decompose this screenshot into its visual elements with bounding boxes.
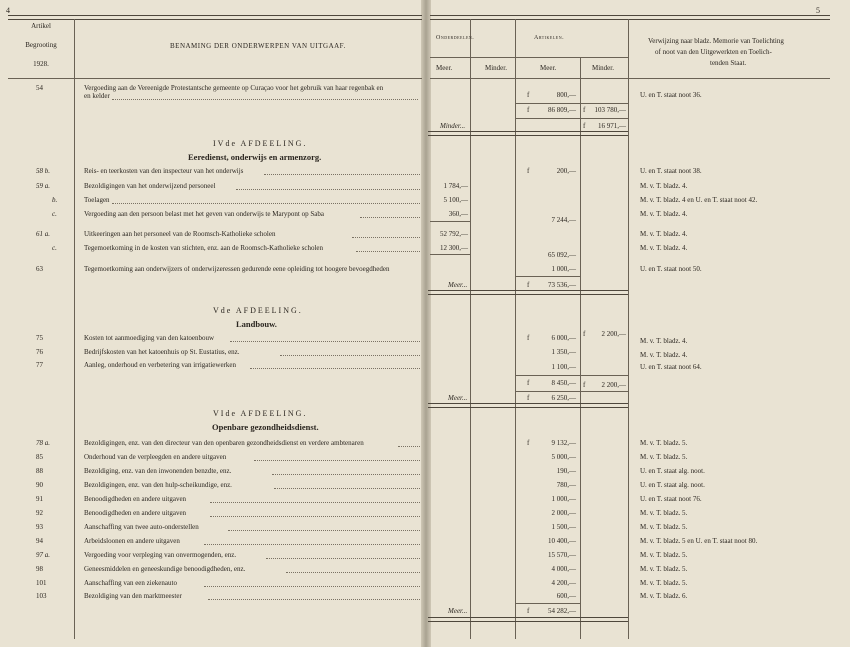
row-54-desc2: en kelder — [84, 92, 110, 100]
row-93-nr: 93 — [36, 523, 43, 531]
header-ond-meer: Meer. — [436, 64, 453, 72]
row-59a-desc: Bezoldigingen van het onderwijzend personeel — [84, 182, 216, 190]
row-59a-nr: 59 a. — [36, 182, 50, 190]
total-rule-s5 — [428, 403, 628, 408]
row-85-desc: Onderhoud van de verpleegden en andere uitgaven — [84, 453, 227, 461]
row-88-nr: 88 — [36, 467, 43, 475]
leader-88 — [272, 474, 420, 475]
row-76-nr: 76 — [36, 348, 43, 356]
header-benaming: BENAMING DER ONDERWERPEN VAN UITGAAF. — [170, 42, 346, 50]
row-85-nr: 85 — [36, 453, 43, 461]
row-77-ref: U. en T. staat noot 64. — [640, 363, 702, 371]
row-59b-ref: M. v. T. bladz. 4 en U. en T. staat noot 42. — [640, 196, 758, 204]
row-78a-art-meer: 9 132,— — [551, 439, 576, 447]
leader-75 — [230, 341, 420, 342]
col-line-ond — [470, 19, 471, 639]
row-59c-ref: M. v. T. bladz. 4. — [640, 210, 688, 218]
row-75-desc: Kosten tot aanmoediging van den katoenbouw — [84, 334, 215, 342]
row-59a-ond-meer: 1 784,— — [443, 182, 468, 190]
row-78a-ref: M. v. T. bladz. 5. — [640, 439, 688, 447]
row-93-ref: M. v. T. bladz. 5. — [640, 523, 688, 531]
section4-meer-currency: f — [527, 281, 530, 289]
row-76-ref: M. v. T. bladz. 4. — [640, 351, 688, 359]
section6-meer-label: Meer... — [448, 607, 468, 615]
row-97a-ref: M. v. T. bladz. 5. — [640, 551, 688, 559]
row-103-ref: M. v. T. bladz. 6. — [640, 592, 688, 600]
row-98-ref: M. v. T. bladz. 5. — [640, 565, 688, 573]
row-54-desc: Vergoeding aan de Vereenigde Protestantsche gemeente op Curaçao voor het gebruik van haar regenbak en — [84, 85, 384, 92]
row-54sum-art-minder: 103 780,— — [594, 106, 626, 114]
row-59b-nr: b. — [52, 196, 58, 204]
row-75-ref: M. v. T. bladz. 4. — [640, 337, 688, 345]
header-begrooting: Begrooting — [25, 41, 57, 49]
leader-59c — [360, 217, 420, 218]
row-61a-ref: M. v. T. bladz. 4. — [640, 230, 688, 238]
row-59b-desc: Toelagen — [84, 196, 110, 204]
header-top-rule-right — [430, 15, 830, 20]
row-75-currency: f — [527, 334, 530, 342]
row-61c-nr: c. — [52, 244, 57, 252]
sum-rule-s4 — [516, 276, 580, 277]
col-line-art — [580, 57, 581, 639]
header-year: 1928. — [33, 60, 49, 68]
row-98-art-meer: 4 000,— — [551, 565, 576, 573]
row-61c-ond-meer: 12 300,— — [440, 244, 468, 252]
row-101-nr: 101 — [36, 579, 47, 587]
row-75-art-minder: 2 200,— — [601, 330, 626, 338]
leader-59a — [236, 189, 420, 190]
section6-title: VIde AFDEELING. — [213, 409, 308, 418]
section5-subtitle: Landbouw. — [236, 319, 277, 329]
leader-91 — [210, 502, 420, 503]
sum-rule-59 — [430, 221, 470, 222]
row-78a-currency: f — [527, 439, 530, 447]
row-75-art-meer: 6 000,— — [551, 334, 576, 342]
row-97a-art-meer: 15 570,— — [548, 551, 576, 559]
row-90-desc: Bezoldigingen, enz. van den hulp-scheikundige, enz. — [84, 481, 232, 489]
row-58-art-meer: 200,— — [556, 167, 576, 175]
row-91-desc: Benoodigdheden en andere uitgaven — [84, 495, 187, 503]
row-97a-nr: 97 a. — [36, 551, 50, 559]
header-artikel: Artikel — [31, 22, 51, 30]
section5-title: Vde AFDEELING. — [213, 306, 303, 315]
section5-sum-art-meer: 8 450,— — [551, 379, 576, 387]
row-54minder-art-minder: 16 971,— — [598, 122, 626, 130]
row-58-nr: 58 b. — [36, 167, 50, 175]
row-54sum-currency2: f — [583, 106, 586, 114]
row-54sum-currency: f — [527, 106, 530, 114]
row-54-art-meer: 800,— — [556, 91, 576, 99]
row-93-desc: Aanschaffing van twee auto-onderstellen — [84, 523, 199, 531]
row-58-currency: f — [527, 167, 530, 175]
row-101-art-meer: 4 200,— — [551, 579, 576, 587]
total-rule-54 — [428, 131, 628, 136]
leader-61a — [352, 237, 420, 238]
page-number-left: 4 — [6, 6, 10, 15]
row-85-art-meer: 5 000,— — [551, 453, 576, 461]
header-artikelen: Artikelen. — [534, 35, 565, 41]
row-61a-nr: 61 a. — [36, 230, 50, 238]
leader-97a — [266, 558, 420, 559]
row-92-nr: 92 — [36, 509, 43, 517]
leader-77 — [250, 368, 420, 369]
leader-78a — [398, 446, 420, 447]
header-ond-minder: Minder. — [485, 64, 507, 72]
row-54minder-currency: f — [583, 122, 586, 130]
row-58-ref: U. en T. staat noot 38. — [640, 167, 702, 175]
leader-103 — [208, 599, 420, 600]
row-61c-desc: Tegemoetkoming in de kosten van stichten, enz. aan de Roomsch-Katholieke scholen — [84, 244, 323, 252]
row-92-desc: Benoodigdheden en andere uitgaven — [84, 509, 187, 517]
row-54sum-art-meer: 86 809,— — [548, 106, 576, 114]
row-76-desc: Bedrijfskosten van het katoenhuis op St. Eustatius, enz. — [84, 348, 240, 356]
section6-meer-art-meer: 54 282,— — [548, 607, 576, 615]
row-101-ref: M. v. T. bladz. 5. — [640, 579, 688, 587]
row-76-art-meer: 1 350,— — [551, 348, 576, 356]
row-78a-nr: 78 a. — [36, 439, 50, 447]
leader-59b — [112, 203, 420, 204]
section4-title: IVde AFDEELING. — [213, 139, 308, 148]
leader-85 — [254, 460, 420, 461]
sum-rule-s5 — [516, 375, 628, 376]
leader-101 — [204, 586, 420, 587]
row-77-nr: 77 — [36, 361, 43, 369]
row-94-art-meer: 10 400,— — [548, 537, 576, 545]
header-verwijzing-2: of noot van den Uitgewerkten en Toelich- — [655, 48, 772, 56]
col-line-nr — [74, 19, 75, 639]
header-bottom-rule-left — [8, 78, 422, 79]
row-88-desc: Bezoldiging, enz. van den inwonenden benzdte, enz. — [84, 467, 232, 475]
sum-rule-s6 — [516, 603, 580, 604]
row-78a-desc: Bezoldigingen, enz. van den directeur van den openbaren gezondheidsdienst en verdere ambtenaren — [84, 439, 364, 447]
section4-subtitle: Eeredienst, onderwijs en armenzorg. — [188, 152, 322, 162]
row-91-nr: 91 — [36, 495, 43, 503]
row-103-desc: Bezoldiging van den marktmeester — [84, 592, 182, 600]
section5-meer-label: Meer... — [448, 394, 468, 402]
row-77-desc: Aanleg, onderhoud en verbetering van irrigatiewerken — [84, 361, 236, 369]
row-88-art-meer: 190,— — [556, 467, 576, 475]
row-92-ref: M. v. T. bladz. 5. — [640, 509, 688, 517]
header-top-rule-left — [8, 15, 422, 20]
leader-94 — [204, 544, 420, 545]
sum-rule-61 — [430, 254, 470, 255]
header-art-meer: Meer. — [540, 64, 557, 72]
row-61sum-art-meer: 65 092,— — [548, 251, 576, 259]
row-75-nr: 75 — [36, 334, 43, 342]
row-61a-ond-meer: 52 792,— — [440, 230, 468, 238]
row-94-nr: 94 — [36, 537, 43, 545]
leader-76 — [280, 355, 420, 356]
row-63-art-meer: 1 000,— — [551, 265, 576, 273]
col-line-ond-art — [515, 19, 516, 639]
row-59c-art-meer: 7 244,— — [551, 216, 576, 224]
header-onderdeelen: Onderdeelen. — [436, 35, 475, 41]
row-77-art-meer: 1 100,— — [551, 363, 576, 371]
col-line-ref — [628, 19, 629, 639]
row-88-ref: U. en T. staat alg. noot. — [640, 467, 705, 475]
section4-meer-art-meer: 73 536,— — [548, 281, 576, 289]
row-103-art-meer: 600,— — [556, 592, 576, 600]
row-85-ref: M. v. T. bladz. 5. — [640, 453, 688, 461]
header-verwijzing-3: tenden Staat. — [710, 59, 747, 67]
row-61c-ref: M. v. T. bladz. 4. — [640, 244, 688, 252]
row-59c-desc: Vergoeding aan den persoon belast met het geven van onderwijs te Marypont op Saba — [84, 210, 324, 218]
row-91-ref: U. en T. staat noot 76. — [640, 495, 702, 503]
subheader-rule — [430, 57, 628, 58]
row-92-art-meer: 2 000,— — [551, 509, 576, 517]
header-bottom-rule-right — [430, 78, 830, 79]
row-90-ref: U. en T. staat alg. noot. — [640, 481, 705, 489]
row-93-art-meer: 1 500,— — [551, 523, 576, 531]
row-63-nr: 63 — [36, 265, 43, 273]
book-gutter — [421, 0, 431, 647]
row-59a-ref: M. v. T. bladz. 4. — [640, 182, 688, 190]
section5-sum-currency2: f — [583, 381, 586, 389]
sum-rule-54 — [516, 103, 628, 104]
row-103-nr: 103 — [36, 592, 47, 600]
row-98-nr: 98 — [36, 565, 43, 573]
section6-subtitle: Openbare gezondheidsdienst. — [212, 422, 319, 432]
section6-meer-currency: f — [527, 607, 530, 615]
row-98-desc: Geneesmiddelen en geneeskundige benoodigdheden, enz. — [84, 565, 246, 573]
leader-61c — [356, 251, 420, 252]
header-verwijzing-1: Verwijzing naar bladz. Memorie van Toelichting — [648, 37, 784, 45]
row-75-currency2: f — [583, 330, 586, 338]
total-rule-s4 — [428, 290, 628, 295]
row-59c-ond-meer: 360,— — [448, 210, 468, 218]
row-54minder-label: Minder... — [440, 122, 466, 130]
leader-92 — [210, 516, 420, 517]
row-90-nr: 90 — [36, 481, 43, 489]
row-97a-desc: Vergoeding voor verpleging van onvermogenden, enz. — [84, 551, 237, 559]
sum-rule-s5b — [516, 391, 628, 392]
row-101-desc: Aanschaffing van een ziekenauto — [84, 579, 177, 587]
section5-meer-currency: f — [527, 394, 530, 402]
row-94-desc: Arbeidsloonen en andere uitgaven — [84, 537, 180, 545]
section4-meer-label: Meer... — [448, 281, 468, 289]
row-54-ref: U. en T. staat noot 36. — [640, 91, 702, 99]
row-58-desc: Reis- en teerkosten van den inspecteur van het onderwijs — [84, 167, 244, 175]
row-59b-ond-meer: 5 100,— — [443, 196, 468, 204]
leader-58 — [264, 174, 420, 175]
row-63-ref: U. en T. staat noot 50. — [640, 265, 702, 273]
row-61a-desc: Uitkeeringen aan het personeel van de Roomsch-Katholieke scholen — [84, 230, 276, 238]
row-54-nr: 54 — [36, 84, 43, 92]
section5-meer-art-meer: 6 250,— — [551, 394, 576, 402]
leader-90 — [274, 488, 420, 489]
right-page — [428, 0, 850, 647]
row-54-currency: f — [527, 91, 530, 99]
header-art-minder: Minder. — [592, 64, 614, 72]
row-63-desc: Tegemoetkoming aan onderwijzers of onderwijzeressen gedurende eene opleiding tot hoogere bevoegdheden — [84, 266, 390, 273]
leader-93 — [228, 530, 420, 531]
page-number-right: 5 — [816, 6, 820, 15]
leader-98 — [286, 572, 420, 573]
left-page — [0, 0, 424, 647]
row-90-art-meer: 780,— — [556, 481, 576, 489]
sum-rule-54b — [516, 118, 628, 119]
section5-sum-art-minder: 2 200,— — [601, 381, 626, 389]
section5-sum-currency: f — [527, 379, 530, 387]
row-94-ref: M. v. T. bladz. 5 en U. en T. staat noot 80. — [640, 537, 758, 545]
row-91-art-meer: 1 000,— — [551, 495, 576, 503]
row-59c-nr: c. — [52, 210, 57, 218]
total-rule-s6 — [428, 617, 628, 622]
leader-54 — [112, 99, 418, 100]
